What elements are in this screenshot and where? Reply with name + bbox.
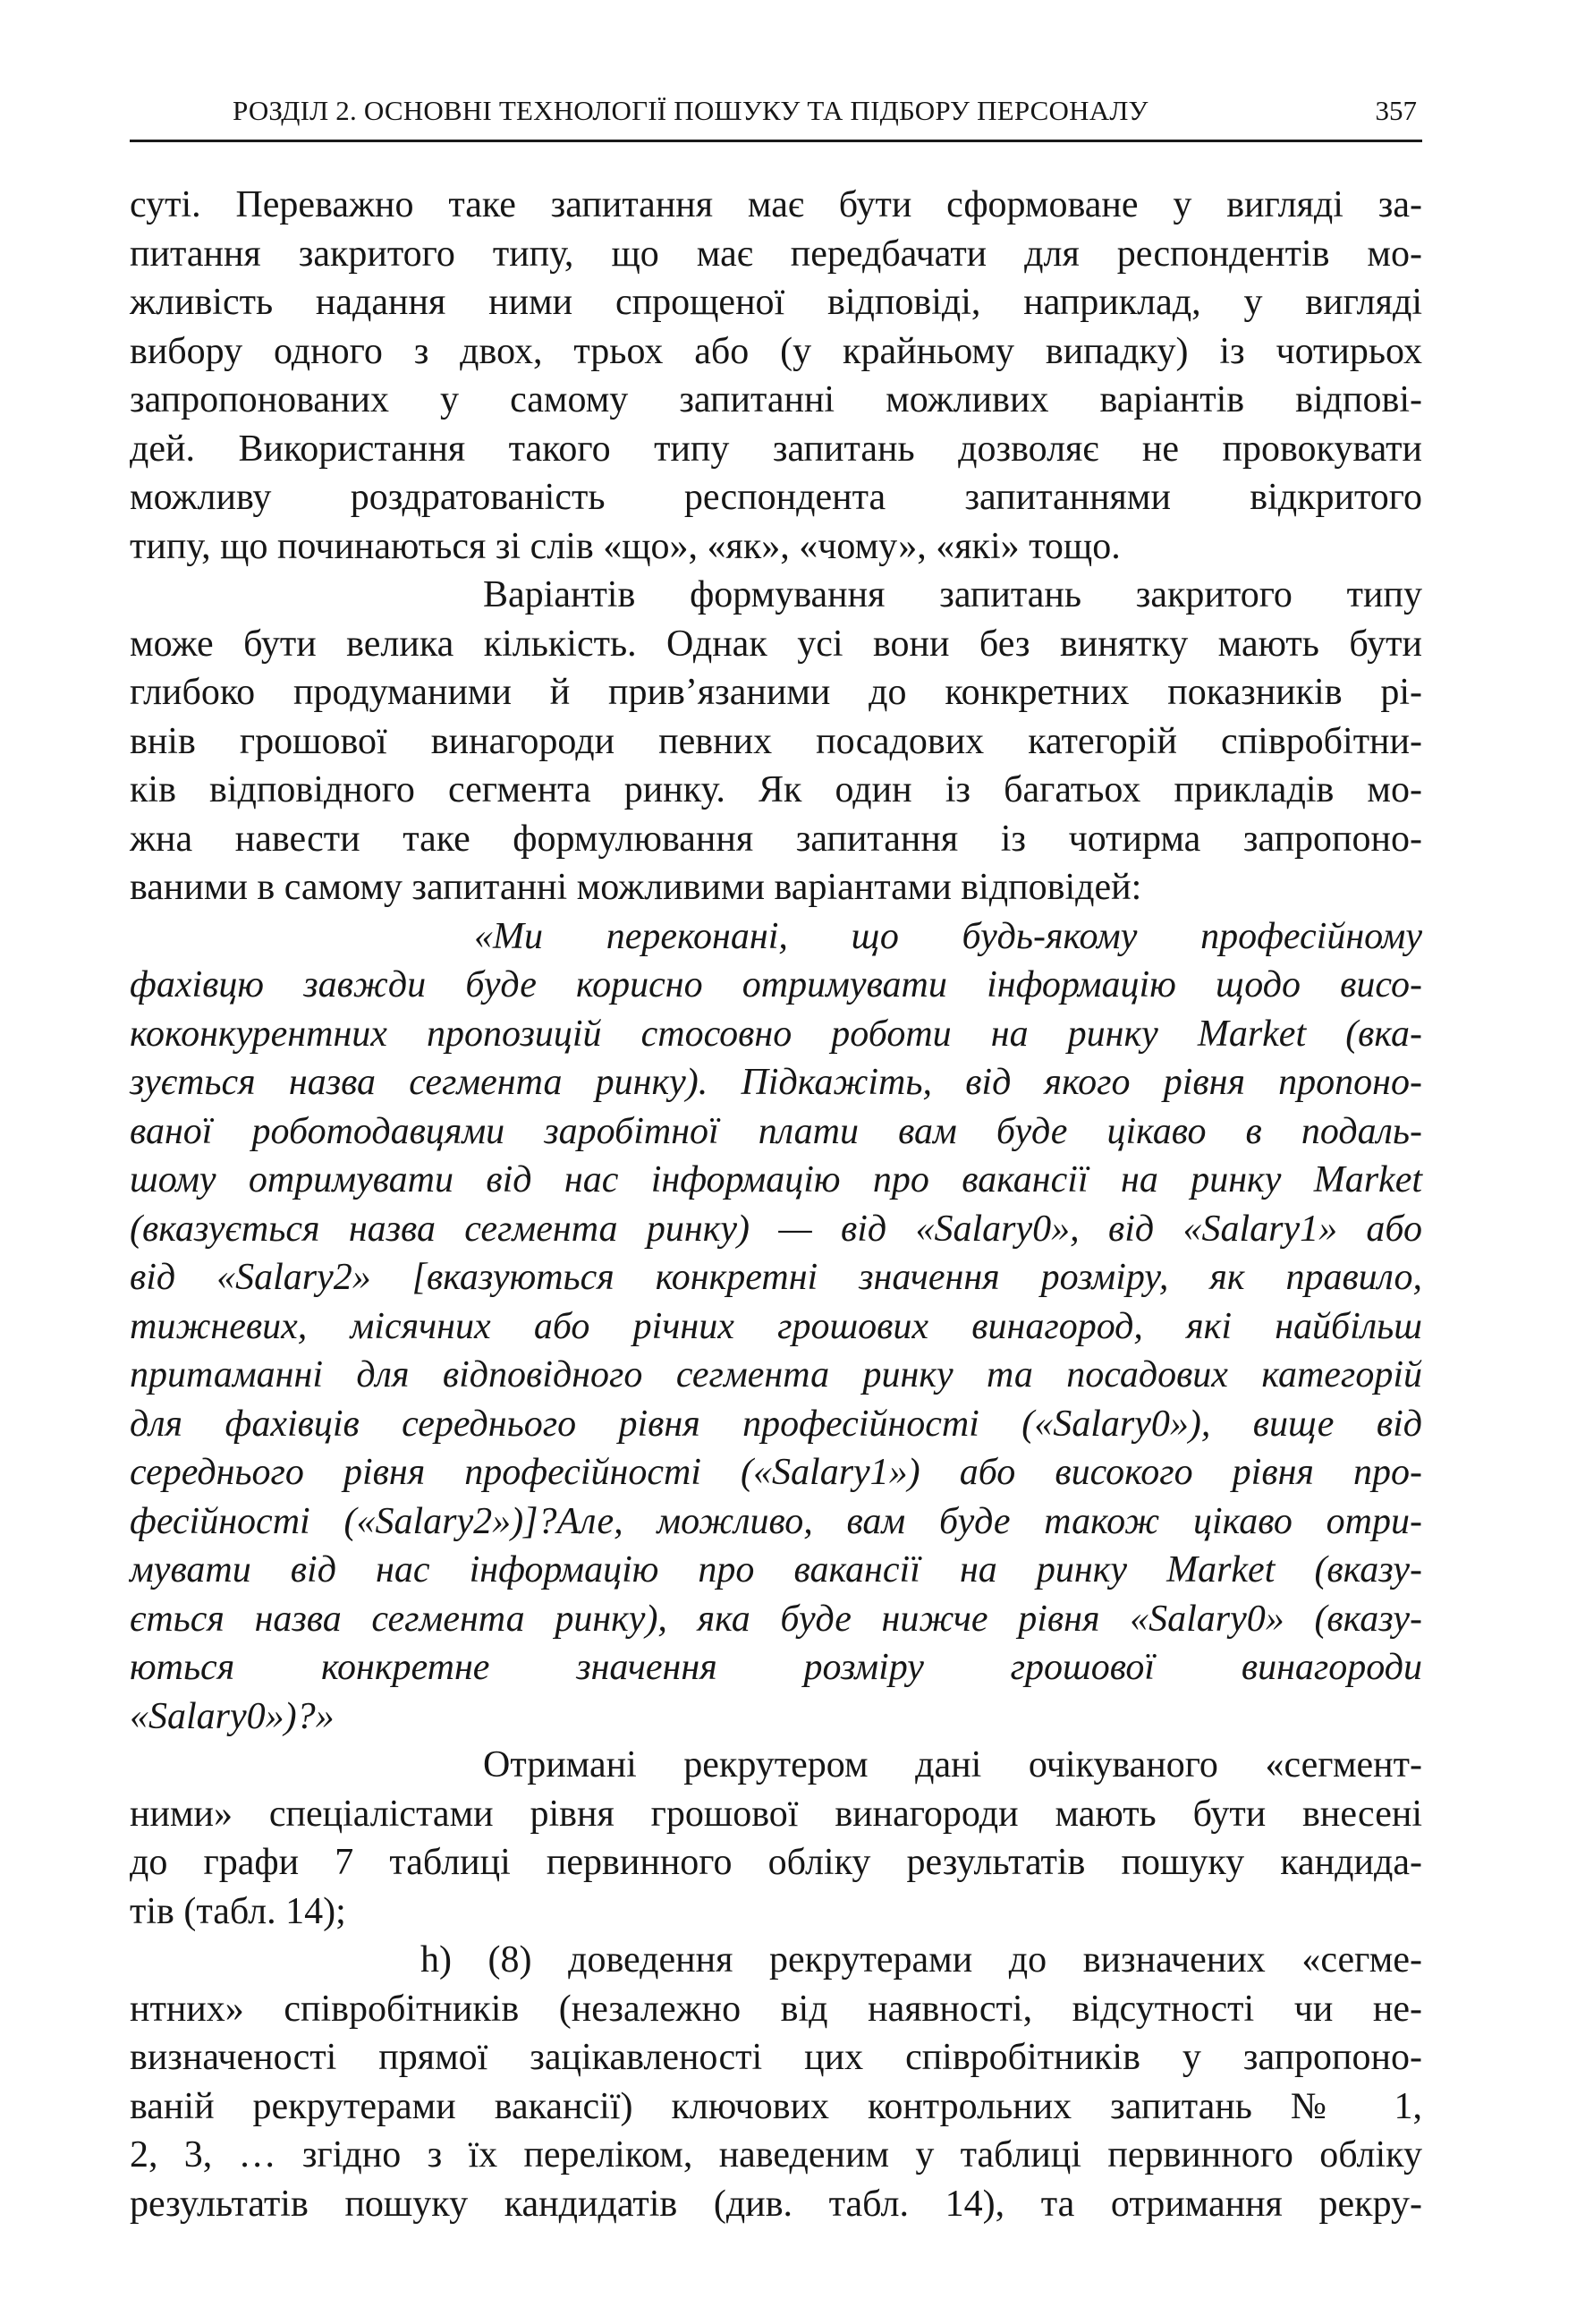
quote-line: зується назва сегмента ринку). Підкажіть, від якого рівня пропоно- bbox=[130, 1062, 1422, 1103]
paragraph-continuation bbox=[130, 181, 1422, 571]
text-line: ків відповідного сегмента ринку. Як один із багатьох прикладів мо- bbox=[130, 769, 1422, 810]
text-line: внів грошової винагороди певних посадових категорій співробітни- bbox=[130, 720, 1422, 762]
text-line: можливу роздратованість респондента запитаннями відкритого bbox=[130, 477, 1422, 518]
text-line: питання закритого типу, що має передбачати для респондентів мо- bbox=[130, 233, 1422, 275]
quote-line: «Salary0»)?» bbox=[130, 1695, 335, 1737]
text-line: ваній рекрутерами вакансії) ключових контрольних запитань № 1, bbox=[130, 2085, 1422, 2127]
text-line: суті. Переважно таке запитання має бути сформоване у вигляді за- bbox=[130, 184, 1422, 225]
quote-line: притаманні для відповідного сегмента ринку та посадових категорій bbox=[130, 1354, 1422, 1395]
quote-line: коконкурентних пропозицій стосовно роботи на ринку Market (вка- bbox=[130, 1013, 1422, 1055]
quote-line: (вказується назва сегмента ринку) — від «Salary0», від «Salary1» або bbox=[130, 1208, 1422, 1250]
text-line: глибоко продуманими й прив’язаними до конкретних показників рі- bbox=[130, 672, 1422, 713]
paragraph-question-variants bbox=[130, 571, 1422, 912]
text-line: Варіантів формування запитань закритого типу bbox=[483, 574, 1422, 615]
running-header bbox=[130, 88, 1422, 142]
text-line: дей. Використання такого типу запитань дозволяє не провокувати bbox=[130, 428, 1422, 470]
text-line: жна навести таке формулювання запитання із чотирма запропоно- bbox=[130, 818, 1422, 860]
running-title: РОЗДІЛ 2. ОСНОВНІ ТЕХНОЛОГІЇ ПОШУКУ ТА ПІДБОРУ ПЕРСОНАЛУ bbox=[233, 95, 1148, 126]
quote-line: тижневих, місячних або річних грошових винагород, які найбільш bbox=[130, 1305, 1422, 1347]
text-line: ними» спеціалістами рівня грошової винагороди мають бути внесені bbox=[130, 1793, 1422, 1835]
text-line: жливість надання ними спрощеної відповіді, наприклад, у вигляді bbox=[130, 282, 1422, 323]
text-line: може бути велика кількість. Однак усі вони без винятку мають бути bbox=[130, 623, 1422, 665]
text-line: вибору одного з двох, трьох або (у крайньому випадку) із чотирьох bbox=[130, 330, 1422, 372]
quote-line: мувати від нас інформацію про вакансії на ринку Market (вказу- bbox=[130, 1549, 1422, 1590]
quote-line: ються конкретне значення розміру грошової винагороди bbox=[130, 1647, 1422, 1688]
text-line: ваними в самому запитанні можливими варіантами відповідей: bbox=[130, 867, 1142, 908]
text-line: тів (табл. 14); bbox=[130, 1890, 346, 1932]
quote-line: фахівцю завжди буде корисно отримувати інформацію щодо висо- bbox=[130, 964, 1422, 1005]
quote-line: «Ми переконані, що будь-якому професійному bbox=[474, 915, 1422, 957]
quote-line: ється назва сегмента ринку), яка буде нижче рівня «Salary0» (вказу- bbox=[130, 1598, 1422, 1640]
quote-line: фесійності («Salary2»)]?Але, можливо, вам буде також цікаво отри- bbox=[130, 1500, 1422, 1542]
list-item-h bbox=[130, 1936, 1422, 2228]
quote-line: середнього рівня професійності («Salary1») або високого рівня про- bbox=[130, 1452, 1422, 1493]
quote-line: для фахівців середнього рівня професійності («Salary0»), вище від bbox=[130, 1403, 1422, 1445]
text-line: 2, 3, … згідно з їх переліком, наведеним у таблиці первинного обліку bbox=[130, 2134, 1422, 2176]
quote-line: від «Salary2» [вказуються конкретні значення розміру, як правило, bbox=[130, 1257, 1422, 1298]
text-line: запропонованих у самому запитанні можливих варіантів відпові- bbox=[130, 379, 1422, 420]
text-line: результатів пошуку кандидатів (див. табл. 14), та отримання рекру- bbox=[130, 2183, 1422, 2225]
text-line: визначеності прямої зацікавленості цих співробітників у запропоно- bbox=[130, 2037, 1422, 2078]
text-line: Отримані рекрутером дані очікуваного «сегмент- bbox=[483, 1744, 1422, 1785]
text-line: нтних» співробітників (незалежно від наявності, відсутності чи не- bbox=[130, 1988, 1422, 2030]
body-text bbox=[130, 181, 1422, 2228]
quote-line: шому отримувати від нас інформацію про вакансії на ринку Market bbox=[130, 1159, 1422, 1200]
paragraph-recruiter-data bbox=[130, 1741, 1422, 1936]
page-number: 357 bbox=[1375, 95, 1417, 126]
text-line: до графи 7 таблиці первинного обліку результатів пошуку кандида- bbox=[130, 1842, 1422, 1883]
text-line: типу, що починаються зі слів «що», «як», «чому», «які» тощо. bbox=[130, 525, 1121, 567]
quote-line: ваної роботодавцями заробітної плати вам буде цікаво в подаль- bbox=[130, 1110, 1422, 1152]
text-line: h) (8) доведення рекрутерами до визначених «сегме- bbox=[420, 1939, 1422, 1980]
example-question-quote bbox=[130, 912, 1422, 1742]
